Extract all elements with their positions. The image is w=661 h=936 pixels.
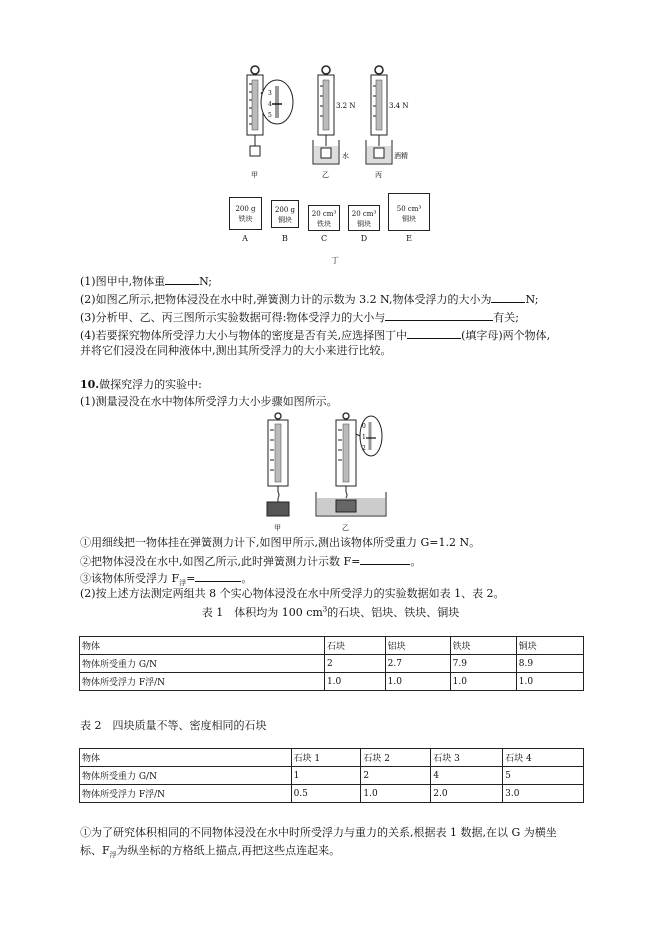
q10-title: 10.做探究浮力的实验中:: [80, 378, 202, 391]
table2-header-1: 石块 1: [291, 749, 361, 767]
block-d: 20 cm³ 铜块: [348, 205, 380, 231]
spring-scale-figure: [228, 64, 438, 184]
buoyancy-measure-figure: [258, 412, 398, 532]
table2-cell: 物体所受浮力 F浮/N: [80, 785, 292, 803]
table-row: [80, 767, 584, 785]
panel-label-yi: 乙: [322, 171, 329, 179]
fig2-scale-2: 2: [362, 445, 366, 452]
table1-cell: 1.0: [516, 673, 583, 691]
table-row: [80, 785, 584, 803]
table2-cell: 3.0: [503, 785, 584, 803]
answer-blank-buoyancy[interactable]: [491, 291, 525, 303]
q10-step1: ①用细线把一物体挂在弹簧测力计下,如图甲所示,测出该物体所受重力 G=1.2 N。: [80, 536, 481, 549]
q10-step2: ②把物体浸没在水中,如图乙所示,此时弹簧测力计示数 F= 。: [80, 555, 422, 568]
table2-caption: 表 2 四块质量不等、密度相同的石块: [80, 719, 267, 732]
spring-scale-yi-2: [316, 413, 386, 516]
spring-scale-jia-2: [267, 413, 289, 516]
q9-part1: (1)图甲中,物体重 N;: [80, 275, 213, 288]
table1-cell: 1.0: [450, 673, 516, 691]
table2: [79, 748, 584, 803]
table-row: [80, 749, 584, 767]
spring-scale-jia: [247, 66, 293, 156]
table1-cell: 7.9: [450, 655, 516, 673]
magnifier-label-3: 3: [268, 90, 272, 97]
block-a-letter: A: [242, 234, 248, 243]
table1-cell: 8.9: [516, 655, 583, 673]
block-d-letter: D: [360, 234, 368, 243]
fig2-scale-1: 1: [362, 434, 366, 441]
q10-part2: (2)按上述方法测定两组共 8 个实心物体浸没在水中所受浮力的实验数据如表 1、表 2。: [80, 587, 505, 600]
panel-label-bing: 丙: [375, 171, 382, 179]
reading-bing: 3.4 N: [389, 102, 409, 110]
spring-scale-bing: [366, 66, 392, 164]
table1-cell: 物体所受重力 G/N: [80, 655, 325, 673]
answer-blank-factor[interactable]: [385, 309, 493, 321]
table1-caption: 表 1 体积均为 100 $cm^3$的石块、铝块、铁块、铜块: [201, 605, 460, 619]
figure-ding-caption: 丁: [331, 256, 339, 265]
answer-blank-weight[interactable]: [165, 273, 199, 285]
fig2-scale-0: 0: [362, 423, 366, 430]
q10-step3: ③该物体所受浮力 $F_浮=$ 。: [80, 572, 253, 588]
table2-cell: 2: [361, 767, 431, 785]
answer-blank-reading[interactable]: [360, 553, 410, 565]
table2-cell: 物体所受重力 G/N: [80, 767, 292, 785]
q10-final-line2: 标、$F_浮$为纵坐标的方格纸上描点,再把这些点连起来。: [80, 844, 341, 860]
q9-part4-cont: 并将它们浸没在同种液体中,测出其所受浮力的大小来进行比较。: [80, 344, 392, 357]
q9-part3: (3)分析甲、乙、丙三图所示实验数据可得:物体受浮力的大小与 有关;: [80, 311, 520, 324]
table-row: [80, 655, 584, 673]
liquid-label-alcohol: 酒精: [394, 152, 408, 160]
table1-cell: 物体所受浮力 F浮/N: [80, 673, 325, 691]
table2-header-0: 物体: [80, 749, 292, 767]
table1-cell: 2.7: [385, 655, 450, 673]
table1-cell: 2: [324, 655, 385, 673]
table1: [79, 636, 584, 691]
block-e-letter: E: [406, 234, 412, 243]
table2-cell: 0.5: [291, 785, 361, 803]
spring-scale-yi: [313, 66, 339, 164]
table2-cell: 4: [431, 767, 503, 785]
liquid-label-water: 水: [342, 152, 349, 160]
reading-yi: 3.2 N: [336, 102, 356, 110]
table2-cell: 2.0: [431, 785, 503, 803]
block-e: 50 cm³ 铜块: [388, 193, 430, 231]
table2-header-2: 石块 2: [361, 749, 431, 767]
fig2-label-jia: 甲: [274, 524, 281, 532]
q10-final-line1: ①为了研究体积相同的不同物体浸没在水中时所受浮力与重力的关系,根据表 1 数据,在以 G 为横坐: [80, 826, 557, 839]
table1-cell: 1.0: [385, 673, 450, 691]
table1-header-1: 石块: [324, 637, 385, 655]
table2-cell: 5: [503, 767, 584, 785]
table2-header-3: 石块 3: [431, 749, 503, 767]
block-b-letter: B: [282, 234, 288, 243]
table1-header-4: 铜块: [516, 637, 583, 655]
block-b: 200 g 铜块: [271, 200, 299, 228]
table-row: [80, 637, 584, 655]
block-a: 200 g 铁块: [229, 197, 262, 230]
table2-cell: 1.0: [361, 785, 431, 803]
magnifier-label-4: 4: [268, 101, 272, 108]
table1-cell: 1.0: [324, 673, 385, 691]
block-c-letter: C: [320, 234, 328, 243]
table2-header-4: 石块 4: [503, 749, 584, 767]
table1-header-3: 铁块: [450, 637, 516, 655]
q9-part4: (4)若要探究物体所受浮力大小与物体的密度是否有关,应选择图丁中 (填字母)两个物体,: [80, 329, 551, 342]
panel-label-jia: 甲: [251, 171, 258, 179]
table1-header-0: 物体: [80, 637, 325, 655]
table1-header-2: 铝块: [385, 637, 450, 655]
magnifier-label-5: 5: [268, 112, 272, 119]
answer-blank-letters[interactable]: [407, 327, 461, 339]
block-c: 20 cm³ 铁块: [308, 205, 340, 231]
fig2-label-yi: 乙: [342, 524, 349, 532]
q9-part2: (2)如图乙所示,把物体浸没在水中时,弹簧测力计的示数为 3.2 N,物体受浮力的大小为 N;: [80, 293, 539, 306]
q10-step-intro: (1)测量浸没在水中物体所受浮力大小步骤如图所示。: [80, 395, 338, 408]
answer-blank-float-force[interactable]: [195, 570, 241, 582]
table-row: [80, 673, 584, 691]
table2-cell: 1: [291, 767, 361, 785]
